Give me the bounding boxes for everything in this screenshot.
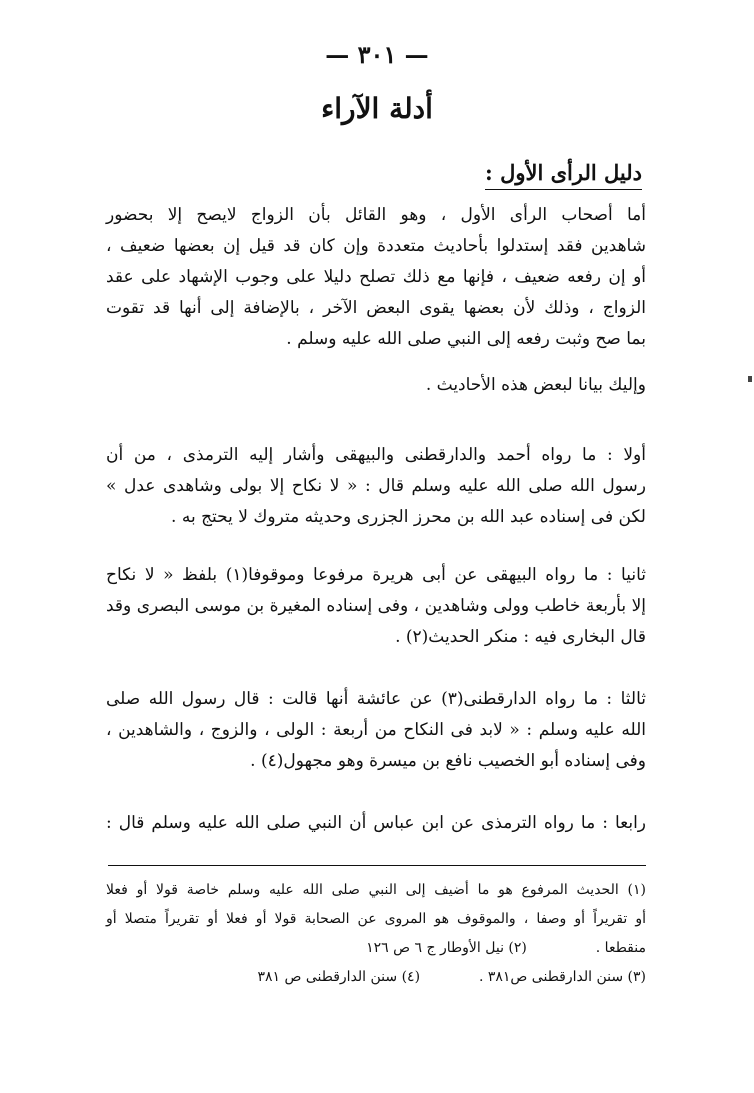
text-line: رابعا : ما رواه الترمذى عن ابن عباس أن النبي صلى الله عليه وسلم قال : (106, 813, 646, 833)
text-line: ثالثا : ما رواه الدارقطنى(٣) عن عائشة أنها قالت : قال رسول الله صلى (106, 689, 647, 709)
text-line: أما أصحاب الرأى الأول ، وهو القائل بأن الزواج لايصح إلا بحضور (106, 205, 646, 225)
footnote-2: (٢) نيل الأوطار ج ٦ ص ١٢٦ (366, 940, 527, 956)
text-line: شاهدين فقد إستدلوا بأحاديث متعددة وإن كان قد قيل إن بعضها ضعيف ، (106, 236, 646, 256)
footnote-4: (٤) سنن الدارقطنى ص ٣٨١ (257, 969, 421, 985)
paragraph-transition (106, 370, 646, 401)
paragraph-first-hadith (106, 440, 646, 533)
footnote-line: (١) الحديث المرفوع هو ما أضيف إلى النبي صلى الله عليه وسلم خاصة قولا أو فعلا (106, 882, 646, 898)
text-line: إلا بأربعة خاطب وولى وشاهدين ، وفى إسناده المغيرة بن موسى البصرى وقد (106, 596, 646, 616)
scan-mark (748, 376, 752, 382)
footnote-line: أو تقريراً أو وصفا ، والموقوف هو المروى عن الصحابة قولا أو فعلا أو تقريراً متصلا أو (106, 911, 646, 927)
text-line: الله عليه وسلم : « لابد فى النكاح من أربعة : الولى ، والزوج ، والشاهدين ، (106, 720, 646, 740)
text-line: قال البخارى فيه : منكر الحديث(٢) . (395, 627, 646, 647)
text-line: أو إن رفعه ضعيف ، فإنها مع ذلك تصلح دليلا على وجوب الإشهاد على عقد (106, 267, 646, 287)
section-heading: دليل الرأى الأول : (485, 160, 642, 190)
footnote-separator (108, 865, 646, 866)
footnotes (106, 876, 646, 992)
text-line: وفى إسناده أبو الخصيب نافع بن ميسرة وهو مجهول(٤) . (250, 751, 646, 771)
text-line: أولا : ما رواه أحمد والدارقطنى والبيهقى وأشار إليه الترمذى ، من أن (106, 445, 646, 465)
footnote-line (106, 934, 646, 963)
footnote-line (106, 963, 646, 992)
text-line: رسول الله صلى الله عليه وسلم قال : « لا نكاح إلا بولى وشاهدى عدل » (106, 476, 646, 496)
footnote-1-end: منقطعا . (595, 940, 646, 956)
paragraph-intro (106, 200, 646, 355)
chapter-title: أدلة الآراء (321, 92, 433, 125)
paragraph-fourth-hadith (106, 808, 646, 839)
text-line: بما صح وثبت رفعه إلى النبي صلى الله عليه وسلم . (286, 329, 646, 349)
text-line: لكن فى إسناده عبد الله بن محرز الجزرى وحديثه متروك لا يحتج به . (171, 507, 646, 527)
paragraph-third-hadith (106, 684, 646, 777)
text-line: ثانيا : ما رواه البيهقى عن أبى هريرة مرفوعا وموقوفا(١) بلفظ « لا نكاح (106, 565, 646, 585)
footnote-3: (٣) سنن الدارقطنى ص٣٨١ . (478, 969, 646, 985)
text-line: وإليك بيانا لبعض هذه الأحاديث . (425, 375, 646, 395)
page-number: — ٣٠١ — (325, 40, 429, 69)
paragraph-second-hadith (106, 560, 646, 653)
text-line: الزواج ، وذلك لأن بعضها يقوى البعض الآخر ، بالإضافة إلى أنها قد تقوت (106, 298, 646, 318)
